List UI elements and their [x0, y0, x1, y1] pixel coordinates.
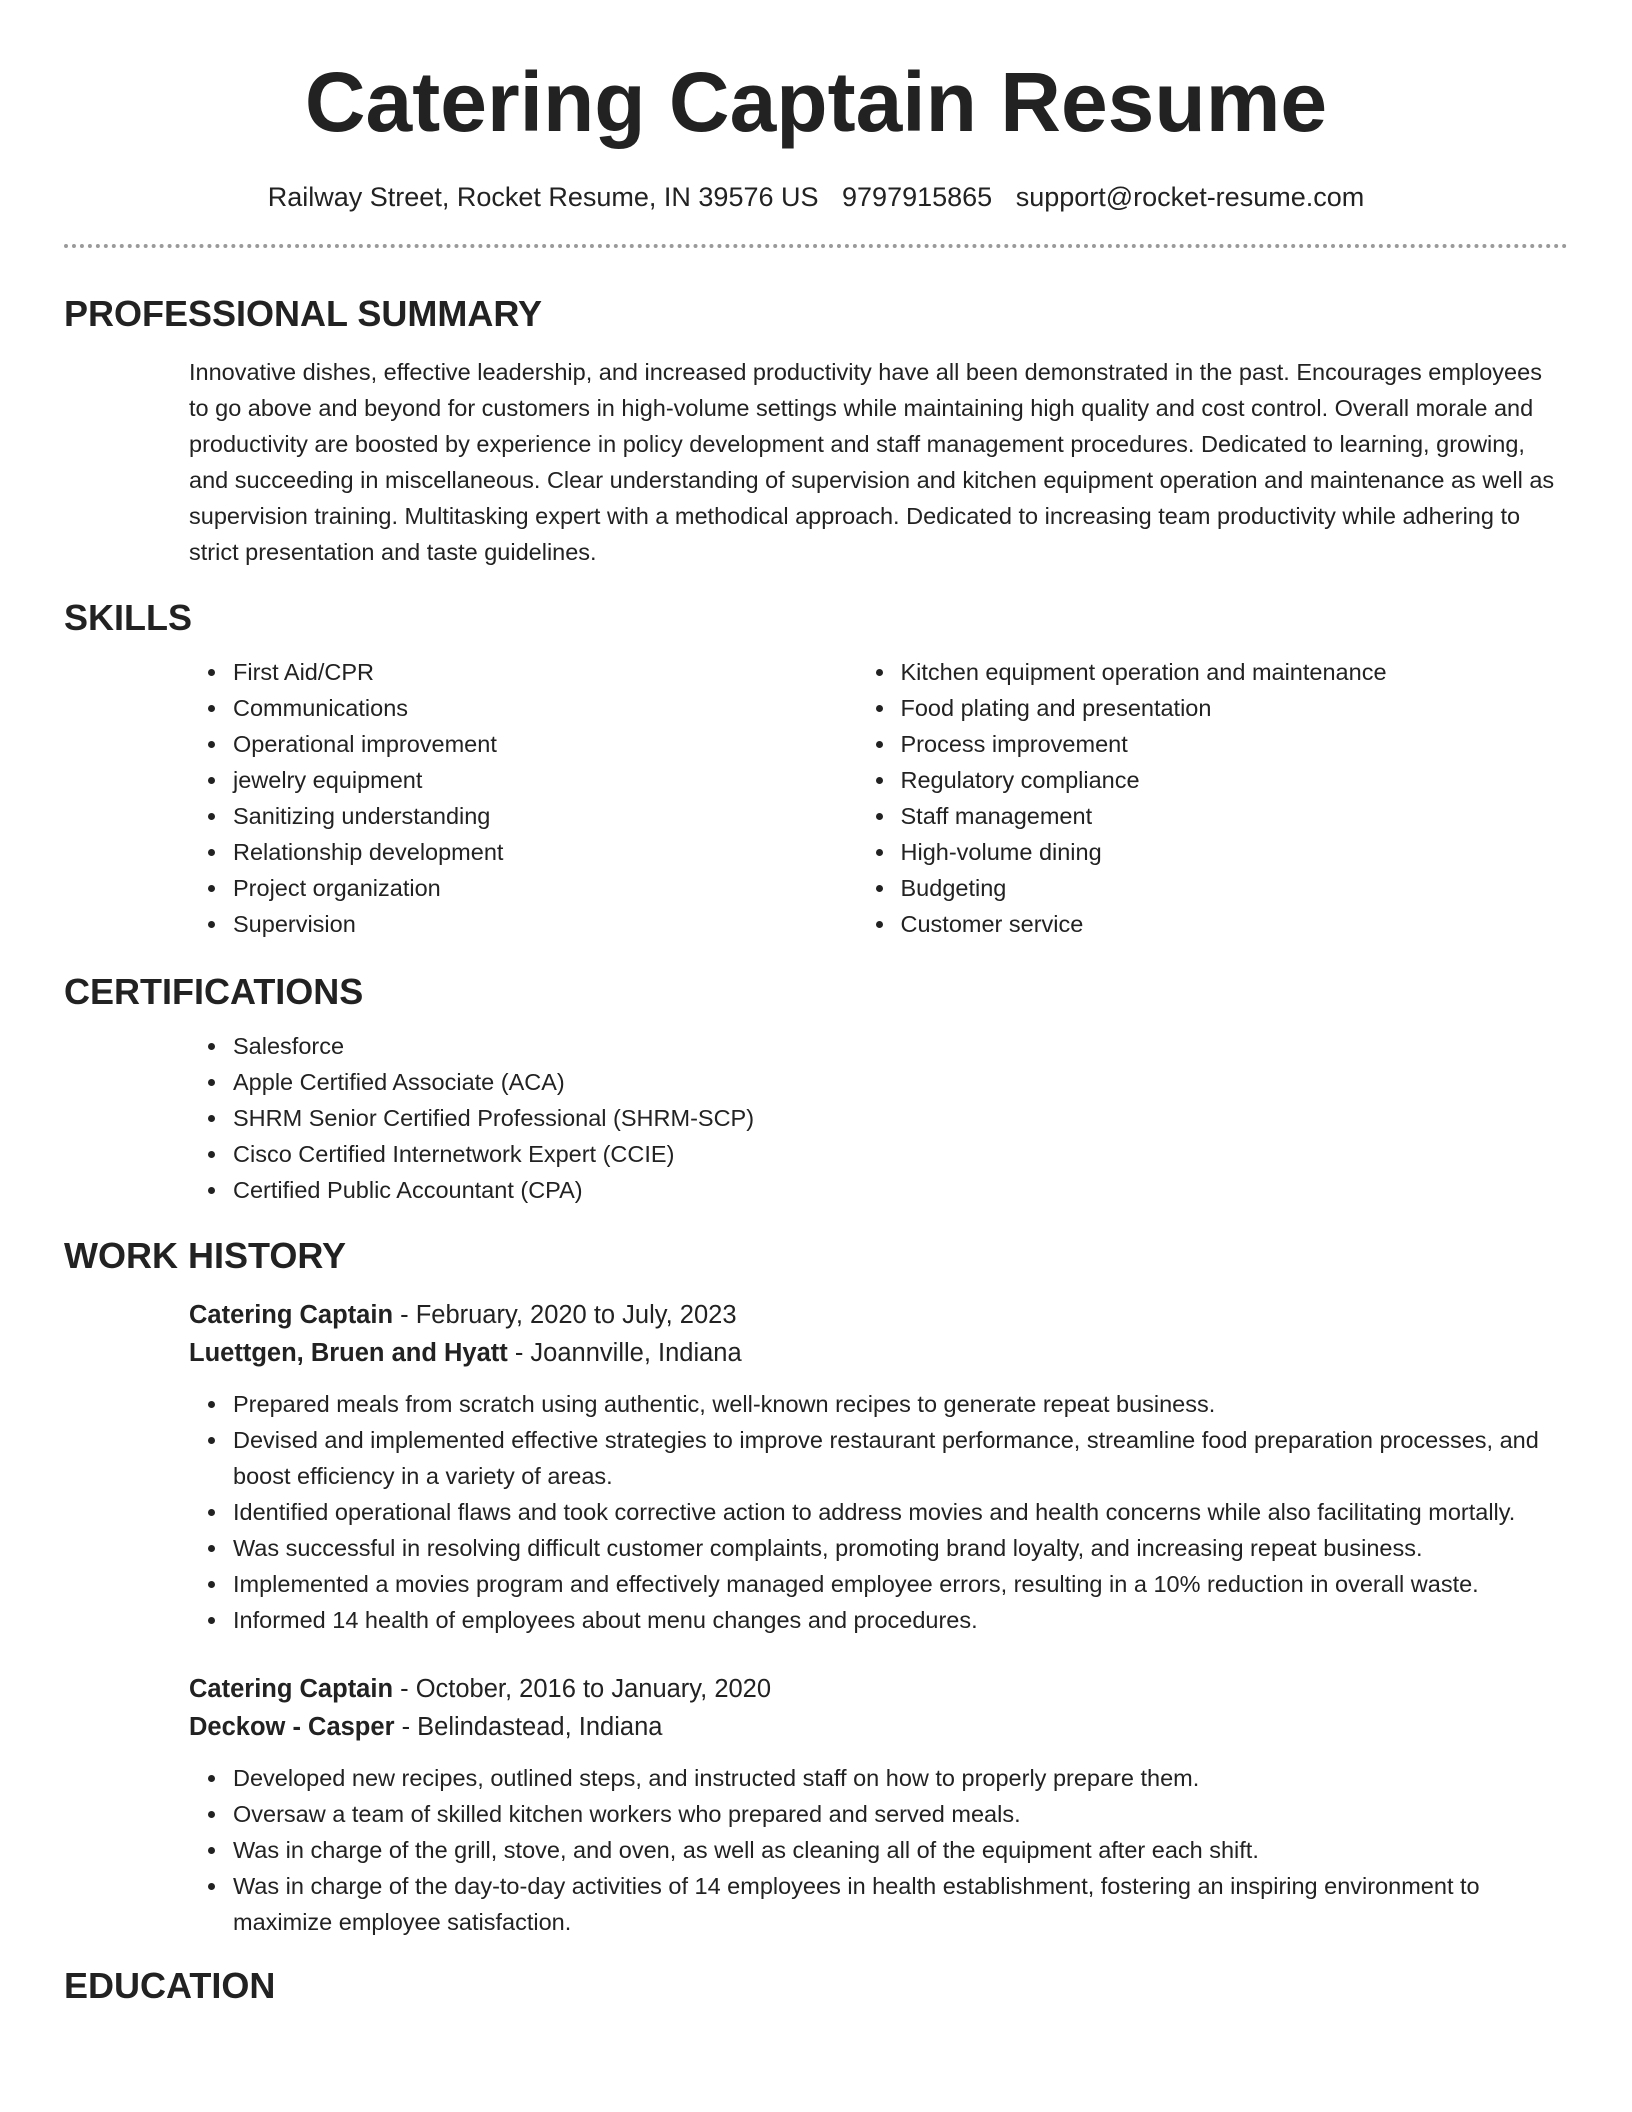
skill-item: Communications — [233, 690, 901, 726]
contact-address: Railway Street, Rocket Resume, IN 39576 US — [267, 182, 819, 212]
certification-item: SHRM Senior Certified Professional (SHRM-SCP) — [233, 1100, 1568, 1136]
certifications-heading: CERTIFICATIONS — [64, 971, 364, 1012]
skill-item: Process improvement — [901, 726, 1569, 762]
skill-item: Project organization — [233, 870, 901, 906]
job-title-line — [189, 1670, 1568, 1708]
skill-item: Relationship development — [233, 834, 901, 870]
header-divider — [64, 244, 1568, 248]
job-duty: Prepared meals from scratch using authentic, well-known recipes to generate repeat business. — [233, 1386, 1568, 1422]
skills-list-right — [901, 654, 1569, 942]
skill-item: Kitchen equipment operation and maintenance — [901, 654, 1569, 690]
job-location: - Joannville, Indiana — [507, 1339, 742, 1367]
job-title-line — [189, 1296, 1568, 1334]
job-dates: - February, 2020 to July, 2023 — [393, 1301, 737, 1329]
job-entry — [64, 1296, 1568, 1638]
education-heading: EDUCATION — [64, 1965, 276, 2006]
contact-email: support@rocket-resume.com — [1015, 182, 1365, 212]
skills-grid — [64, 640, 1568, 942]
skill-item: Budgeting — [901, 870, 1569, 906]
job-company: Deckow - Casper — [189, 1713, 395, 1741]
job-entry — [64, 1670, 1568, 1940]
job-duty: Devised and implemented effective strategies to improve restaurant performance, streamline food preparation processes, and boost efficiency in a variety of areas. — [233, 1422, 1568, 1494]
summary-section — [64, 292, 1568, 570]
job-title: Catering Captain — [189, 1301, 394, 1329]
job-company: Luettgen, Bruen and Hyatt — [189, 1339, 508, 1367]
skill-item: High-volume dining — [901, 834, 1569, 870]
job-duty: Identified operational flaws and took corrective action to address movies and health concerns while also facilitating mortally. — [233, 1494, 1568, 1530]
skill-item: Food plating and presentation — [901, 690, 1569, 726]
skill-item: Sanitizing understanding — [233, 798, 901, 834]
skill-item: Customer service — [901, 906, 1569, 942]
job-duty: Was successful in resolving difficult customer complaints, promoting brand loyalty, and increasing repeat business. — [233, 1530, 1568, 1566]
job-duty: Informed 14 health of employees about menu changes and procedures. — [233, 1602, 1568, 1638]
job-duties-list — [189, 1386, 1568, 1638]
certification-item: Salesforce — [233, 1028, 1568, 1064]
skill-item: Operational improvement — [233, 726, 901, 762]
job-duty: Was in charge of the grill, stove, and oven, as well as cleaning all of the equipment after each shift. — [233, 1832, 1568, 1868]
summary-heading: PROFESSIONAL SUMMARY — [64, 293, 543, 334]
job-company-line — [189, 1708, 1568, 1746]
job-duty: Implemented a movies program and effectively managed employee errors, resulting in a 10% reduction in overall waste. — [233, 1566, 1568, 1602]
job-title: Catering Captain — [189, 1675, 394, 1703]
contact-phone: 9797915865 — [842, 182, 993, 212]
skills-list-left — [189, 654, 901, 942]
certifications-list — [189, 1028, 1568, 1208]
certifications-container — [64, 1028, 1568, 1208]
certification-item: Apple Certified Associate (ACA) — [233, 1064, 1568, 1100]
job-dates: - October, 2016 to January, 2020 — [393, 1675, 772, 1703]
work-history-section — [64, 1234, 1568, 1940]
skill-item: Staff management — [901, 798, 1569, 834]
certifications-section — [64, 970, 1568, 1208]
skills-heading: SKILLS — [64, 597, 193, 638]
certification-item: Cisco Certified Internetwork Expert (CCIE) — [233, 1136, 1568, 1172]
skill-item: Regulatory compliance — [901, 762, 1569, 798]
skill-item: Supervision — [233, 906, 901, 942]
job-duties-list — [189, 1760, 1568, 1940]
work-history-heading: WORK HISTORY — [64, 1235, 347, 1276]
skills-section — [64, 596, 1568, 942]
summary-text: Innovative dishes, effective leadership, and increased productivity have all been demonstrated in the past. Encourages employees to go above and beyond for customers in high-volume settings while maintaining high quality and cost control. Overall morale and productivity are boosted by experience in policy development and staff management procedures. Dedicated to learning, growing, and succeeding in miscellaneous. Clear understanding of supervision and kitchen equipment operation and maintenance as well as supervision training. Multitasking expert with a methodical approach. Dedicated to increasing team productivity while adhering to strict presentation and taste guidelines. — [189, 359, 1555, 565]
job-duty: Oversaw a team of skilled kitchen workers who prepared and served meals. — [233, 1796, 1568, 1832]
skill-item: First Aid/CPR — [233, 654, 901, 690]
education-section — [64, 1964, 1568, 2008]
job-duty: Was in charge of the day-to-day activities of 14 employees in health establishment, fostering an inspiring environment to maximize employee satisfaction. — [233, 1868, 1568, 1940]
job-location: - Belindastead, Indiana — [394, 1713, 663, 1741]
resume-title: Catering Captain Resume — [304, 55, 1328, 149]
certification-item: Certified Public Accountant (CPA) — [233, 1172, 1568, 1208]
skill-item: jewelry equipment — [233, 762, 901, 798]
job-duty: Developed new recipes, outlined steps, and instructed staff on how to properly prepare them. — [233, 1760, 1568, 1796]
contact-info — [64, 180, 1568, 214]
job-company-line — [189, 1334, 1568, 1372]
